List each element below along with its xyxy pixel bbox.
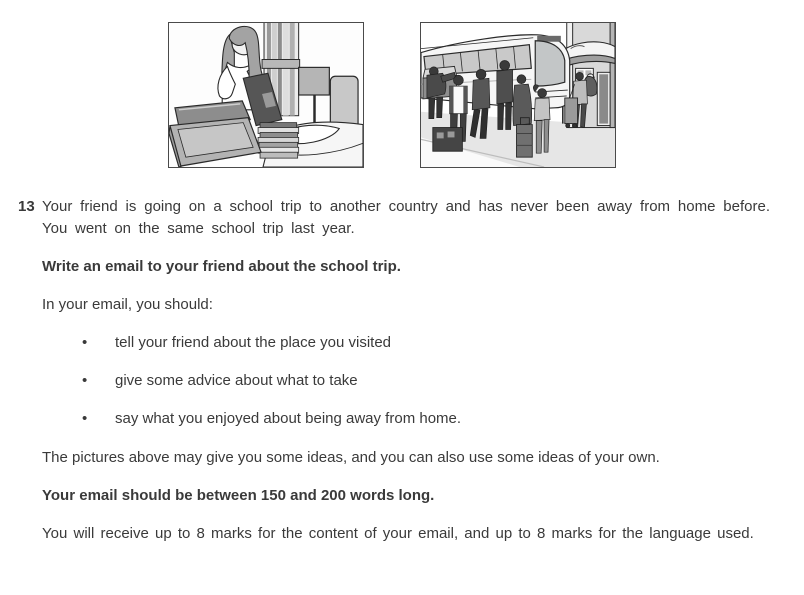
task-instruction: Write an email to your friend about the school trip. [42, 258, 401, 275]
question-intro: Your friend is going on a school trip to another country and has never been away from home before. You went on the same school trip last year. [42, 198, 770, 237]
question-13 [18, 196, 770, 545]
bullets-intro: In your email, you should: [42, 296, 213, 313]
bullet-text: tell your friend about the place you visited [115, 334, 391, 351]
bullet-icon: • [82, 372, 88, 389]
packing-suitcase-illustration [169, 23, 363, 167]
list-item [82, 332, 770, 354]
list-item [82, 370, 770, 392]
picture-bus-frame [420, 22, 616, 168]
bullet-icon: • [82, 334, 88, 351]
bullet-text: give some advice about what to take [115, 372, 358, 389]
marks-note: You will receive up to 8 marks for the content of your email, and up to 8 marks for the language used. [42, 525, 754, 542]
picture-packing-frame [168, 22, 364, 168]
clothes-stack [258, 123, 299, 159]
bullet-icon: • [82, 410, 88, 427]
pictures-row [168, 22, 616, 168]
question-number: 13 [18, 198, 35, 215]
question-body [42, 196, 770, 545]
pictures-note: The pictures above may give you some ideas, and you can also use some ideas of your own. [42, 449, 660, 466]
length-requirement: Your email should be between 150 and 200 words long. [42, 487, 435, 504]
bullet-list [42, 332, 770, 430]
bullet-text: say what you enjoyed about being away from home. [115, 410, 462, 427]
bus-boarding-illustration [421, 23, 615, 167]
list-item [82, 408, 770, 430]
